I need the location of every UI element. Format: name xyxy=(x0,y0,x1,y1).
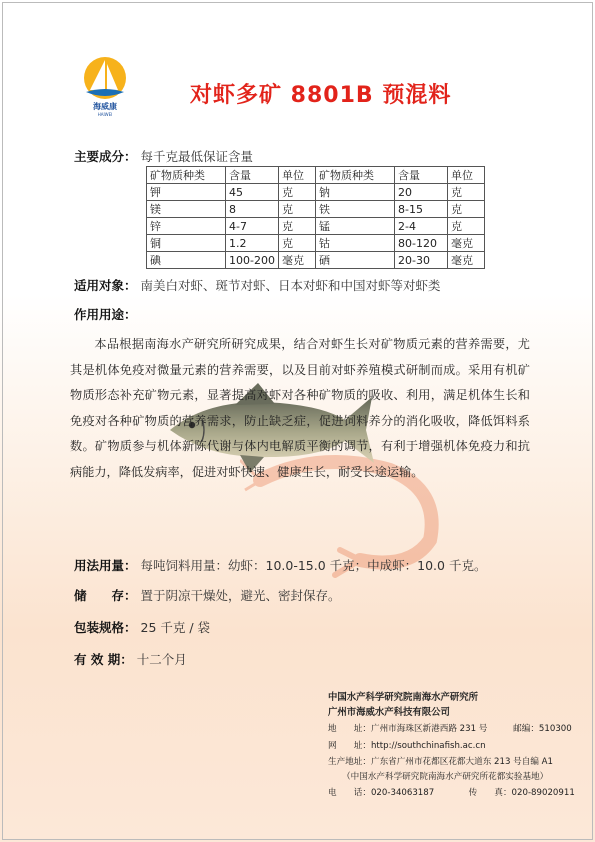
storage-label: 储 存： xyxy=(74,588,137,603)
package-value: 25 千克 / 袋 xyxy=(140,620,211,635)
svg-text:HAIWEI: HAIWEI xyxy=(97,112,113,117)
table-cell: 锌 xyxy=(147,218,226,235)
mineral-table xyxy=(146,166,485,269)
table-cell: 锰 xyxy=(316,218,395,235)
purpose-heading xyxy=(74,305,137,323)
footer-address: 地 址：广州市海珠区新港西路 231 号 邮编：510300 xyxy=(328,724,572,734)
target-label: 适用对象： xyxy=(74,278,137,293)
footer-phone: 电 话：020-34063187 传 真：020-89020911 xyxy=(328,788,575,798)
table-cell: 铜 xyxy=(147,235,226,252)
usage-label: 用法用量： xyxy=(74,558,137,573)
company-logo xyxy=(76,54,134,118)
header-cell: 单位 xyxy=(279,167,316,184)
page-title: 对虾多矿 8801B 预混料 xyxy=(190,83,452,108)
table-cell: 克 xyxy=(448,218,485,235)
table-cell: 毫克 xyxy=(448,235,485,252)
table-cell: 毫克 xyxy=(448,252,485,269)
shelf-life-value: 十二个月 xyxy=(136,652,187,667)
header-cell: 矿物质种类 xyxy=(147,167,226,184)
table-cell: 2-4 xyxy=(395,218,448,235)
storage-value: 置于阴凉干燥处，避光、密封保存。 xyxy=(140,588,341,603)
table-cell: 毫克 xyxy=(279,252,316,269)
table-row xyxy=(147,184,485,201)
table-row xyxy=(147,201,485,218)
table-cell: 20 xyxy=(395,184,448,201)
table-cell: 45 xyxy=(226,184,279,201)
usage-value: 每吨饲料用量：幼虾：10.0-15.0 千克；中成虾：10.0 千克。 xyxy=(140,558,487,573)
svg-text:海威康: 海威康 xyxy=(93,102,117,111)
footer-org-1: 中国水产科学研究院南海水产研究所 xyxy=(328,692,479,703)
composition-label: 主要成分： xyxy=(74,149,137,164)
table-cell: 钴 xyxy=(316,235,395,252)
footer-org-2: 广州市海威水产科技有限公司 xyxy=(328,707,450,718)
header-cell: 单位 xyxy=(448,167,485,184)
table-cell: 克 xyxy=(279,218,316,235)
shelf-life-row xyxy=(74,650,187,668)
target-value: 南美白对虾、斑节对虾、日本对虾和中国对虾等对虾类 xyxy=(140,278,441,293)
purpose-paragraph: 本品根据南海水产研究所研究成果，结合对虾生长对矿物质元素的营养需要，尤其是机体免疫对微量元素的营养需要，以及目前对虾养殖模式研制而成。采用有机矿物质形态补充矿物元素，显著提高对虾对各种矿物质的吸收、利用，满足机体生长和免疫对各种矿物质的营养需求，防止缺乏症，促进饲料养分的消化吸收，降低饵料系数。矿物质参与机体新陈代谢与体内电解质平衡的调节，有利于增强机体免疫力和抗病能力，降低发病率，促进对虾快速、健康生长，耐受长途运输。 xyxy=(70,337,530,479)
table-cell: 1.2 xyxy=(226,235,279,252)
header-cell: 含量 xyxy=(226,167,279,184)
table-cell: 克 xyxy=(279,235,316,252)
table-cell: 克 xyxy=(279,201,316,218)
table-cell: 20-30 xyxy=(395,252,448,269)
purpose-label: 作用用途： xyxy=(74,307,137,322)
header-cell: 矿物质种类 xyxy=(316,167,395,184)
footer-production-note: （中国水产科学研究院南海水产研究所花都实验基地） xyxy=(342,772,549,782)
package-row xyxy=(74,618,210,636)
table-cell: 铁 xyxy=(316,201,395,218)
table-row xyxy=(147,218,485,235)
package-label: 包装规格： xyxy=(74,620,137,635)
storage-row xyxy=(74,586,341,604)
table-row xyxy=(147,252,485,269)
target-row xyxy=(74,276,441,294)
table-cell: 4-7 xyxy=(226,218,279,235)
composition-row xyxy=(74,147,253,165)
table-cell: 钠 xyxy=(316,184,395,201)
footer-production-address: 生产地址：广东省广州市花都区花都大道东 213 号自编 A1 xyxy=(328,757,554,767)
table-cell: 8 xyxy=(226,201,279,218)
table-header-row xyxy=(147,167,485,184)
table-cell: 钾 xyxy=(147,184,226,201)
table-cell: 克 xyxy=(279,184,316,201)
shelf-life-label: 有 效 期： xyxy=(74,652,133,667)
table-cell: 100-200 xyxy=(226,252,279,269)
table-cell: 镁 xyxy=(147,201,226,218)
table-cell: 克 xyxy=(448,184,485,201)
composition-value: 每千克最低保证含量 xyxy=(140,149,254,164)
table-cell: 80-120 xyxy=(395,235,448,252)
usage-row xyxy=(74,556,486,574)
table-cell: 克 xyxy=(448,201,485,218)
header-cell: 含量 xyxy=(395,167,448,184)
footer-website: 网 址：http://southchinafish.ac.cn xyxy=(328,741,486,751)
table-cell: 8-15 xyxy=(395,201,448,218)
table-cell: 硒 xyxy=(316,252,395,269)
table-cell: 碘 xyxy=(147,252,226,269)
table-row xyxy=(147,235,485,252)
